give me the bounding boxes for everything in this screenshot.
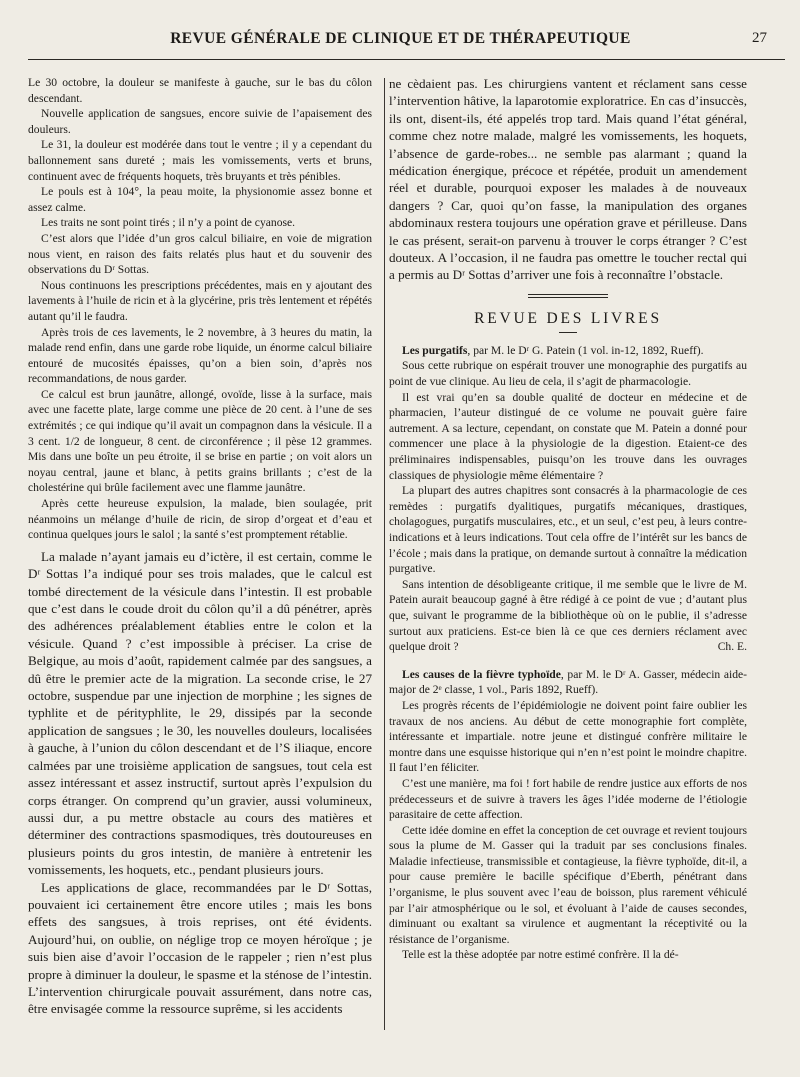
- review-paragraph: Sous cette rubrique on espérait trouver une monographie des purgatifs au point de vue clinique. Au lieu de cela, il s’agit de pharmacologie.: [389, 359, 747, 389]
- review-paragraph: Telle est la thèse adoptée par notre estimé confrère. Il la dé-: [402, 948, 679, 962]
- review-paragraph: Il est vrai qu’en sa double qualité de docteur en médecine et de pharmacien, l’auteur distingué de ce volume ne pouvait guère faire autrement. A sa lecture, cependant, on constate que M. Patein a donné pour commencer une place à la physiologie de la digestion. Etaient-ce des préliminaires indispensables, puisqu’on les trouve dans les ouvrages classiques de physiologie même élémentaire ?: [389, 390, 747, 482]
- case-paragraph: Les traits ne sont point tirés ; il n’y a point de cyanose.: [41, 216, 296, 230]
- case-paragraph: Après trois de ces lavements, le 2 novembre, à 3 heures du matin, la malade rend enfin, dans une garde robe liquide, un énorme calcul biliaire entouré de mucosités épaisses, qu’on a bien soin, d’après nos recommandations, de nous garder.: [28, 325, 372, 386]
- review-paragraph: Cette idée domine en effet la conception de cet ouvrage et revient toujours sous la plume de M. Gasser qui la traduit par ses conclusions finales. Maladie infectieuse, transmissible et contagieuse, la fièvre typhoïde, dit-il, a pour cause première le bacille spécifique d’Eberth, pénétrant dans l’organisme, le plus souvent avec l’eau de boisson, plus rarement véhiculé par l’air atmosphérique ou le sol, et évoluant à l’aide de causes secondes, diminuant ou exaltant sa virulence et augmentant la réceptivité ou la résistance de l’organisme.: [389, 823, 747, 946]
- journal-title: REVUE GÉNÉRALE DE CLINIQUE ET DE THÉRAPEUTIQUE: [170, 30, 631, 47]
- case-paragraph: Le 30 octobre, la douleur se manifeste à gauche, sur le bas du côlon descendant.: [28, 76, 372, 105]
- case-paragraph: Le pouls est à 104°, la peau moite, la physionomie assez bonne et assez calme.: [28, 185, 372, 214]
- discussion-paragraph: La malade n’ayant jamais eu d’ictère, il est certain, comme le Dʳ Sottas l’a indiqué pour ses trois malades, que le calcul est tombé directement de la vésicule dans l’intestin. Il est probable que c’est dans le coude droit du côlon qu’il a dû pénétrer, après des adhérences préalablement établies entre le colon et la vésicule. Quand ? c’est impossible à préciser. La crise de Belgique, au mois d’août, rapidement calmée par des sangsues, a dû être le premier acte de la migration. La seconde crise, le 27 octobre, suspendue par une injection de morphine ; les signes de typhlite et de pérityphlite, le 29, dissipés par la seconde application de sangsues ; le 30, les nouvelles douleurs, localisées à gauche, à l’union du côlon descendant et de l’S iliaque, encore calmées par une troisième application de sangsues, tout cela est assez intéressant et assez instructif, surtout après l’expulsion du corps étranger. On comprend qu’un gravier, aussi volumineux, aussi dur, a pu mettre obstacle au cours des matières et déterminer des contractions spasmodiques, très doutoureuses en plusieurs points du gros intestin, de manière à entretenir les vomissements, les hoquets, etc., pendant plusieurs jours.: [28, 548, 372, 878]
- case-paragraph: Nouvelle application de sangsues, encore suivie de l’apaisement des douleurs.: [28, 107, 372, 136]
- book-title: Les purgatifs: [402, 343, 468, 357]
- book-title: Les causes de la fièvre typhoïde: [402, 667, 561, 681]
- right-column: [389, 75, 747, 963]
- review-text: Sans intention de désobligeante critique, il me semble que le livre de M. Patein aurait beaucoup gagné à être rédigé à ce point de vue ; d’autant plus que, suivant le programme de la bibliothèque où on le publie, il s’adresse surtout aux praticiens. Est-ce bien là ce que ces derniers réclament avec quelque droit ?: [389, 577, 747, 654]
- book-citation: , par M. le Dʳ G. Patein (1 vol. in-12, 1892, Rueff).: [467, 343, 704, 357]
- book-review-heading: [389, 667, 747, 698]
- page-number: 27: [752, 30, 767, 46]
- case-paragraph: Après cette heureuse expulsion, la malade, bien soulagée, prit néanmoins un mélange d’huile de ricin, de sirop d’orgeat et d’eau et continua quelques jours le salol ; la santé s’est promptement rétablie.: [28, 497, 372, 542]
- review-paragraph: [389, 577, 747, 655]
- discussion-paragraph: Les applications de glace, recommandées par le Dʳ Sottas, pouvaient ici certainement être encore utiles ; mais les bons effets des sangsues, à trois reprises, ont été évidents. Aujourd’hui, on oublie, on néglige trop ce moyen héroïque ; je suis bien aise d’avoir l’occasion de le rappeler ; rien n’est plus propre à diminuer la douleur, le spasme et la sténose de l’intestin. L’intervention chirurgicale pouvait assurément, dans notre cas, être envisagée comme la ressource suprême, si les accidents: [28, 879, 372, 1017]
- review-paragraph: C’est une manière, ma foi ! fort habile de rendre justice aux efforts de nos prédecesseurs et de suivre à travers les âges l’idée moderne de l’étiologie parasitaire de cette affection.: [389, 776, 747, 822]
- case-paragraph: C’est alors que l’idée d’un gros calcul biliaire, en voie de migration nous vient, en raison des faits relatés plus haut et du souvenir des observations du Dʳ Sottas.: [28, 231, 372, 277]
- case-paragraph: Nous continuons les prescriptions précédentes, mais en y ajoutant des lavements à l’huile de ricin et à la glycérine, pris très lentement et répétés autant qu’il le faudra.: [28, 278, 372, 323]
- discussion-continuation: ne cèdaient pas. Les chirurgiens vantent et réclament sans cesse l’intervention hâtive, la laparotomie exploratrice. En cas d’insuccès, ils ont, disent-ils, été appelés trop tard. Mais quand l’état général, comme chez notre malade, malgré les vomissements, les hoquets, l’absence de garde-robes... ne semble pas alarmant ; quand la médication énergique, précoce et répétée, produit un amendement réel et durable, pourquoi exposer les malades à de nouveaux dangers ? Car, quoi qu’on fasse, la manipulation des organes abdominaux restera toujours une opération grave et périlleuse. Dans le cas présent, serait-on parvenu à trouver le corps étranger ? C’est douteux. A l’occasion, il ne faudra pas omettre le toucher rectal qui a permis au Dʳ Sottas d’arriver une fois à reconnaître l’obstacle.: [389, 76, 747, 283]
- case-paragraph: Le 31, la douleur est modérée dans tout le ventre ; il y a cependant du ballonnement sans dureté ; mais les vomissements, verts et bruns, continuent avec de fréquents hoquets, très bruyants et très pénibles.: [28, 138, 372, 183]
- review-signature: Ch. E.: [717, 640, 747, 654]
- case-paragraph: Ce calcul est brun jaunâtre, allongé, ovoïde, lisse à la surface, mais avec une facette plate, large comme une pièce de 20 cent. à l’une de ses extrémités ; ce qui indique qu’il avait un compagnon dans la vésicule. Il a 3 cent. 1/2 de longueur, 8 cent. de circonférence ; il pèse 12 grammes. Mis dans une boîte un peu étroite, il se brise en partie ; on voit alors un noyau central, jaune et blanc, à petits grains brillants ; c’est de la cholestérine qui brûle facilement avec une flamme jaunâtre.: [28, 387, 372, 495]
- section-title: REVUE DES LIVRES: [474, 309, 662, 327]
- left-column: [28, 75, 372, 1018]
- section-rule: [528, 294, 608, 298]
- section-underline: [559, 332, 577, 333]
- running-header: [28, 30, 773, 52]
- book-citation: , par M. le Dʳ A. Gasser, médecin aide-major de 2ᵉ classe, 1 vol., Paris 1892, Rueff).: [389, 667, 747, 697]
- header-rule: [28, 59, 785, 60]
- book-review-heading: [389, 343, 747, 359]
- review-paragraph: La plupart des autres chapitres sont consacrés à la pharmacologie de ces remèdes : purgatifs dyalitiques, purgatifs mécaniques, drastiques, cholagogues, purgatifs musculaires, etc., et un seul, c’est peu, à leurs contre-indications et à leurs indications. Tout cela offre de l’intérêt sur les bancs de l’école ; mais dans la pratique, on demande surtout à connaître la médication purgative.: [389, 484, 747, 576]
- column-divider: [384, 78, 385, 1030]
- review-paragraph: Les progrès récents de l’épidémiologie ne doivent point faire oublier les travaux de nos anciens. Au début de cette monographie fort complète, intéressante et impartiale. notre jeune et distingué confrère militaire le montre dans une esquisse historique qui n’en n’est point le moindre chapitre. Il faut l’en féliciter.: [389, 698, 747, 775]
